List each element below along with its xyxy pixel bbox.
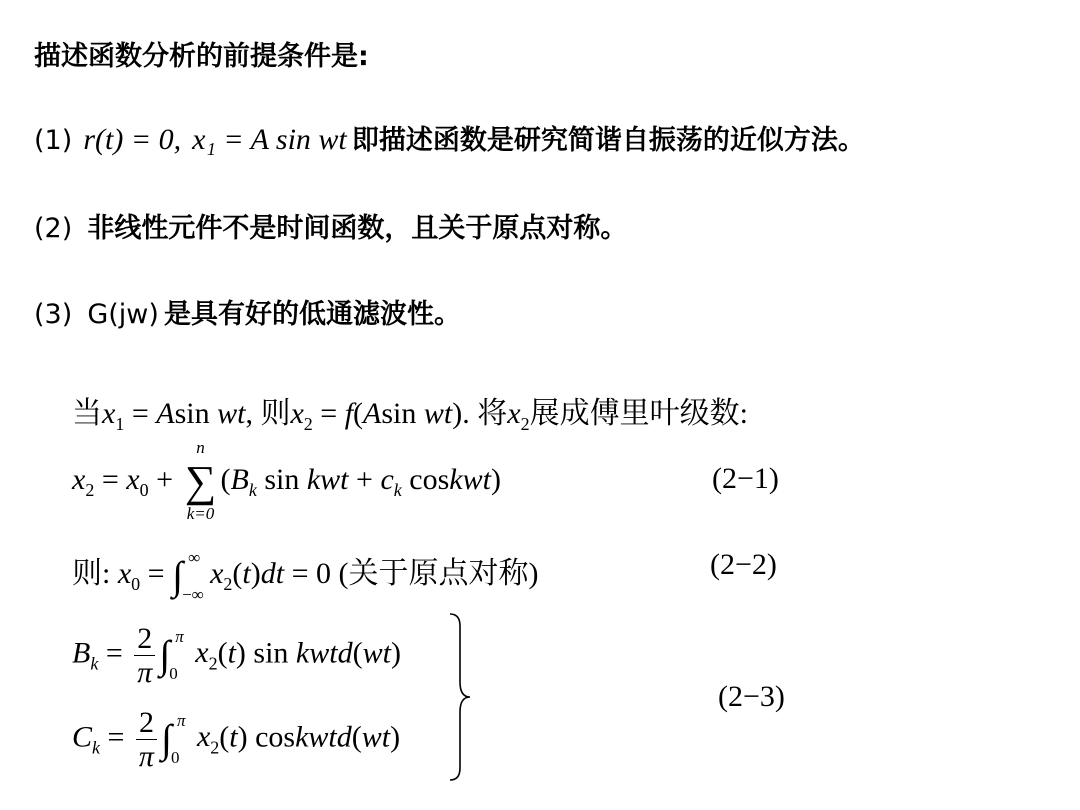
derivation-intro: 当$x_1 = Asin$ wt, 则$x_2 = f(Asin$ wt). 将$x_2$展成傅里叶级数:	[72, 397, 748, 434]
condition-2-text: 非线性元件不是时间函数，且关于原点对称。	[87, 213, 628, 244]
equation-2-2-note: (关于原点对称)	[338, 557, 539, 590]
intro-tail: 展成傅里叶级数:	[529, 397, 748, 430]
integral-symbol: ∫ ∞ −∞	[172, 547, 204, 604]
intro-expand: 将	[477, 397, 508, 430]
equation-2-1-number: (2−1)	[712, 462, 779, 495]
condition-1-text: 即描述函数是研究简谐自振荡的近似方法。	[351, 125, 865, 156]
right-brace	[448, 612, 472, 782]
equation-2-2-prefix: 则:	[72, 557, 111, 590]
fraction-2-over-pi: $\frac{2}{\pi}$	[134, 622, 155, 689]
heading: 描述函数分析的前提条件是:	[34, 41, 369, 72]
condition-3-term: G(jw)	[87, 299, 159, 330]
intro-when: 当	[72, 397, 102, 430]
condition-2	[34, 206, 627, 245]
integral-symbol: ∫ π 0	[159, 627, 184, 683]
equation-2-1: $x_2 = x_0$ + n ∑ k=0 ($B_k$ sin kwt + $c_k$ coskwt)	[72, 438, 501, 523]
condition-1	[34, 118, 865, 157]
condition-3-label: (3)	[34, 299, 73, 330]
equation-bk: $B_k$ = $\frac{2}{\pi}$ ∫ π 0 $x_2(t)$ sin kwtd(wt)	[72, 622, 401, 689]
condition-1-label: (1)	[34, 125, 73, 156]
equation-2-3-number: (2−3)	[718, 680, 785, 713]
equation-ck: $C_k$ = $\frac{2}{\pi}$ ∫ π 0 $x_2(t)$ coskwtd(wt)	[72, 706, 401, 773]
summation-symbol: n ∑ k=0	[184, 438, 217, 523]
condition-1-math-b: x₁ = A sin wt	[192, 123, 347, 156]
condition-2-label: (2)	[34, 213, 73, 244]
equation-2-2: 则: $x_0$ = ∫ ∞ −∞ $x_2(t)dt = 0$ (关于原点对称)	[72, 547, 539, 604]
integral-symbol: ∫ π 0	[160, 711, 186, 767]
intro-then: 则	[260, 397, 291, 430]
equation-2-2-number: (2−2)	[710, 548, 777, 581]
condition-1-math-a: r(t) = 0,	[83, 123, 182, 156]
condition-3	[34, 292, 461, 331]
condition-3-text: 是具有好的低通滤波性。	[164, 299, 462, 330]
fraction-2-over-pi: $\frac{2}{\pi}$	[136, 706, 157, 773]
